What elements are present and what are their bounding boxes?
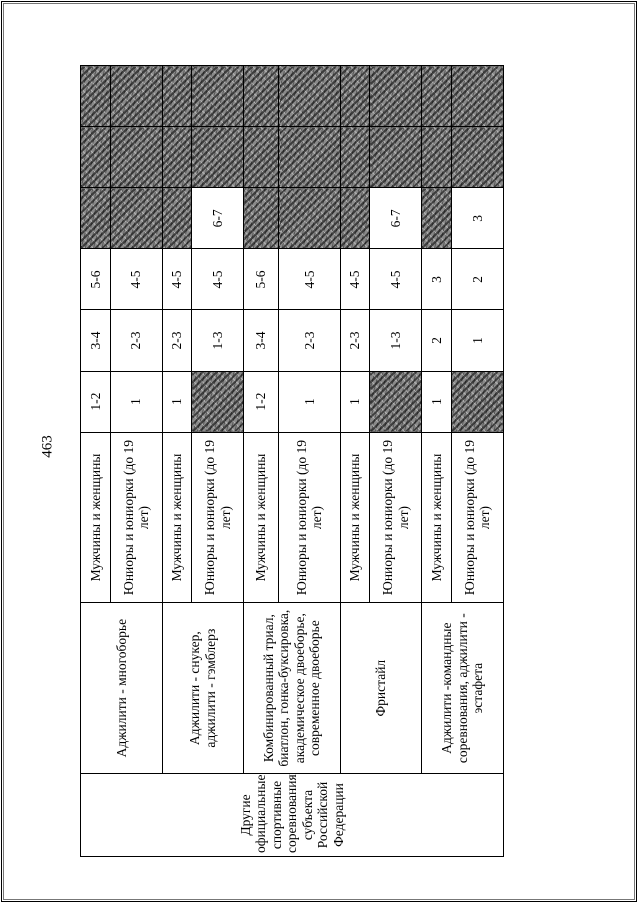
group-cell: Юниоры и юниорки (до 19 лет)	[192, 432, 244, 603]
value-cell: 2-3	[110, 310, 162, 371]
hatched-cell	[340, 188, 370, 249]
group-cell: Мужчины и женщины	[244, 432, 279, 603]
group-cell: Юниоры и юниорки (до 19 лет)	[279, 432, 341, 603]
hatched-cell	[192, 66, 244, 127]
value-cell: 3-4	[244, 310, 279, 371]
discipline-cell: Аджилити -командные соревнования, аджилити - эстафета	[422, 603, 504, 774]
hatched-cell	[162, 66, 192, 127]
group-cell: Мужчины и женщины	[162, 432, 192, 603]
value-cell: 6-7	[192, 188, 244, 249]
value-cell: 2	[451, 249, 503, 310]
group-cell: Мужчины и женщины	[340, 432, 370, 603]
hatched-cell	[162, 127, 192, 188]
discipline-cell: Аджилити - снукер, аджилити - гэмблерз	[162, 603, 244, 774]
value-cell: 1-3	[192, 310, 244, 371]
value-cell: 3	[422, 249, 452, 310]
value-cell: 4-5	[110, 249, 162, 310]
value-cell: 5-6	[244, 249, 279, 310]
competition-level-cell: Другие официальные спортивные соревнования субъекта Российской Федерации	[81, 773, 504, 856]
discipline-cell: Комбинированный триал, биатлон, гонка-буксировка, академическое двоеборье, современное двоеборье	[244, 603, 341, 774]
value-cell: 1	[422, 371, 452, 432]
page-number: 463	[39, 435, 56, 458]
hatched-cell	[192, 371, 244, 432]
value-cell: 2-3	[162, 310, 192, 371]
hatched-cell	[422, 127, 452, 188]
value-cell: 1	[162, 371, 192, 432]
value-cell: 2	[422, 310, 452, 371]
value-cell: 3	[451, 188, 503, 249]
hatched-cell	[370, 371, 422, 432]
hatched-cell	[279, 66, 341, 127]
value-cell: 4-5	[279, 249, 341, 310]
hatched-cell	[81, 188, 111, 249]
value-cell: 1	[451, 310, 503, 371]
hatched-cell	[279, 127, 341, 188]
group-cell: Юниоры и юниорки (до 19 лет)	[110, 432, 162, 603]
value-cell: 1-2	[244, 371, 279, 432]
table-row	[422, 66, 452, 857]
value-cell: 4-5	[340, 249, 370, 310]
discipline-cell: Фристайл	[340, 603, 422, 774]
hatched-cell	[110, 127, 162, 188]
hatched-cell	[370, 66, 422, 127]
hatched-cell	[340, 66, 370, 127]
value-cell: 1	[279, 371, 341, 432]
value-cell: 1-2	[81, 371, 111, 432]
hatched-cell	[451, 66, 503, 127]
hatched-cell	[81, 66, 111, 127]
hatched-cell	[340, 127, 370, 188]
hatched-cell	[451, 371, 503, 432]
hatched-cell	[244, 188, 279, 249]
table-row	[340, 66, 370, 857]
hatched-cell	[370, 127, 422, 188]
hatched-cell	[279, 188, 341, 249]
group-cell: Мужчины и женщины	[81, 432, 111, 603]
table-row	[244, 66, 279, 857]
value-cell: 4-5	[370, 249, 422, 310]
table-row	[162, 66, 192, 857]
value-cell: 1	[110, 371, 162, 432]
value-cell: 2-3	[279, 310, 341, 371]
hatched-cell	[422, 188, 452, 249]
value-cell: 1-3	[370, 310, 422, 371]
table-body	[81, 66, 504, 857]
classification-table	[80, 65, 504, 857]
hatched-cell	[244, 66, 279, 127]
group-cell: Юниоры и юниорки (до 19 лет)	[451, 432, 503, 603]
rotated-table-container	[80, 65, 504, 857]
value-cell: 1	[340, 371, 370, 432]
value-cell: 4-5	[162, 249, 192, 310]
value-cell: 2-3	[340, 310, 370, 371]
table-row	[81, 66, 111, 857]
hatched-cell	[110, 66, 162, 127]
hatched-cell	[81, 127, 111, 188]
document-table-area	[80, 65, 504, 857]
group-cell: Мужчины и женщины	[422, 432, 452, 603]
hatched-cell	[422, 66, 452, 127]
value-cell: 6-7	[370, 188, 422, 249]
hatched-cell	[162, 188, 192, 249]
group-cell: Юниоры и юниорки (до 19 лет)	[370, 432, 422, 603]
hatched-cell	[451, 127, 503, 188]
value-cell: 5-6	[81, 249, 111, 310]
hatched-cell	[244, 127, 279, 188]
discipline-cell: Аджилити - многоборье	[81, 603, 163, 774]
hatched-cell	[192, 127, 244, 188]
hatched-cell	[110, 188, 162, 249]
value-cell: 3-4	[81, 310, 111, 371]
value-cell: 4-5	[192, 249, 244, 310]
